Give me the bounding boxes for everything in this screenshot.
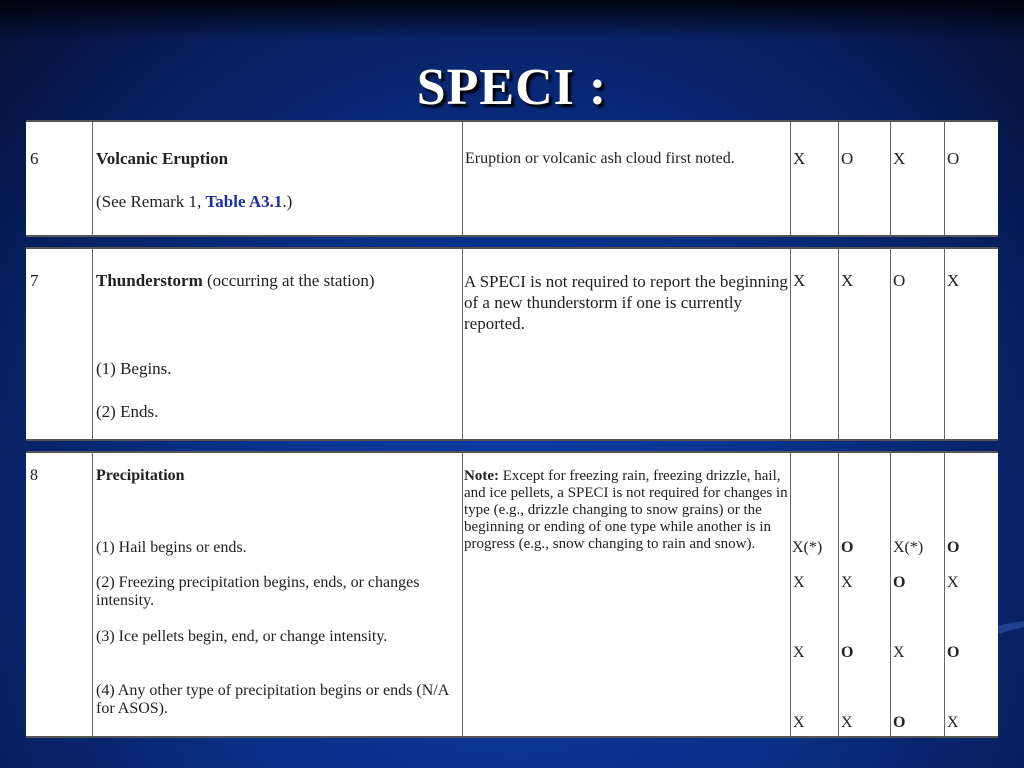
mark-cell: X <box>893 644 905 661</box>
list-item: (2) Freezing precipitation begins, ends, or changes intensity. <box>96 574 420 609</box>
list-item: (1) Begins. <box>96 359 172 378</box>
mark-cell: X <box>893 149 906 168</box>
criterion-note <box>464 468 790 553</box>
mark-cell: O <box>947 149 960 168</box>
mark-cell: X <box>947 714 959 731</box>
top-shadow-band <box>0 0 1024 40</box>
mark-cell: X <box>793 574 805 591</box>
remark-prefix: (See Remark 1, <box>96 192 206 211</box>
table-row-6 <box>26 120 998 237</box>
mark-cell: X <box>793 714 805 731</box>
list-item: (1) Hail begins or ends. <box>96 539 247 556</box>
criterion-qualifier: (occurring at the station) <box>202 271 375 290</box>
criterion-title: Thunderstorm <box>96 271 203 290</box>
mark-cell: X <box>841 714 853 731</box>
mark-cell: X <box>947 271 960 290</box>
mark-cell: O <box>841 644 854 661</box>
mark-cell: O <box>893 574 906 591</box>
criterion-title: Volcanic Eruption <box>96 149 229 168</box>
mark-cell: X <box>793 149 806 168</box>
mark-cell: X <box>793 644 805 661</box>
list-item: (4) Any other type of precipitation begins or ends (N/A for ASOS). <box>96 682 449 717</box>
remark-suffix: .) <box>282 192 293 211</box>
row-number: 8 <box>30 467 38 484</box>
mark-cell: X(*) <box>893 539 924 556</box>
table-row-7 <box>26 247 998 441</box>
slide-title: SPECI : <box>416 59 608 116</box>
note-text: Except for freezing rain, freezing drizzle, hail, and ice pellets, a SPECI is not required for changes in type (e.g., drizzle changing to snow grains) or the beginning or ending of one type while another is in progress (e.g., snow changing to rain and snow). <box>464 468 788 552</box>
mark-cell: O <box>893 271 906 290</box>
mark-cell: X <box>841 574 853 591</box>
mark-cell: O <box>893 714 906 731</box>
remark-reference <box>96 192 292 212</box>
mark-cell: O <box>947 539 960 556</box>
note-label: Note: <box>464 468 499 484</box>
table-row-8 <box>26 451 998 738</box>
mark-cell: X <box>841 271 854 290</box>
list-item: (3) Ice pellets begin, end, or change intensity. <box>96 628 388 645</box>
row-number: 7 <box>30 271 39 290</box>
mark-cell: O <box>841 149 854 168</box>
mark-cell: O <box>947 644 960 661</box>
mark-cell: X(*) <box>792 539 823 556</box>
criterion-note: Eruption or volcanic ash cloud first noted. <box>465 150 735 167</box>
table-a31-link[interactable]: Table A3.1 <box>205 192 283 211</box>
list-item: (2) Ends. <box>96 402 159 421</box>
criterion-title: Precipitation <box>96 467 185 484</box>
criterion-note: A SPECI is not required to report the beginning of a new thunderstorm if one is currently reported. <box>464 272 788 333</box>
mark-cell: X <box>793 271 806 290</box>
mark-cell: X <box>947 574 959 591</box>
criterion-heading <box>96 271 375 291</box>
mark-cell: O <box>841 539 854 556</box>
row-number: 6 <box>30 149 39 168</box>
